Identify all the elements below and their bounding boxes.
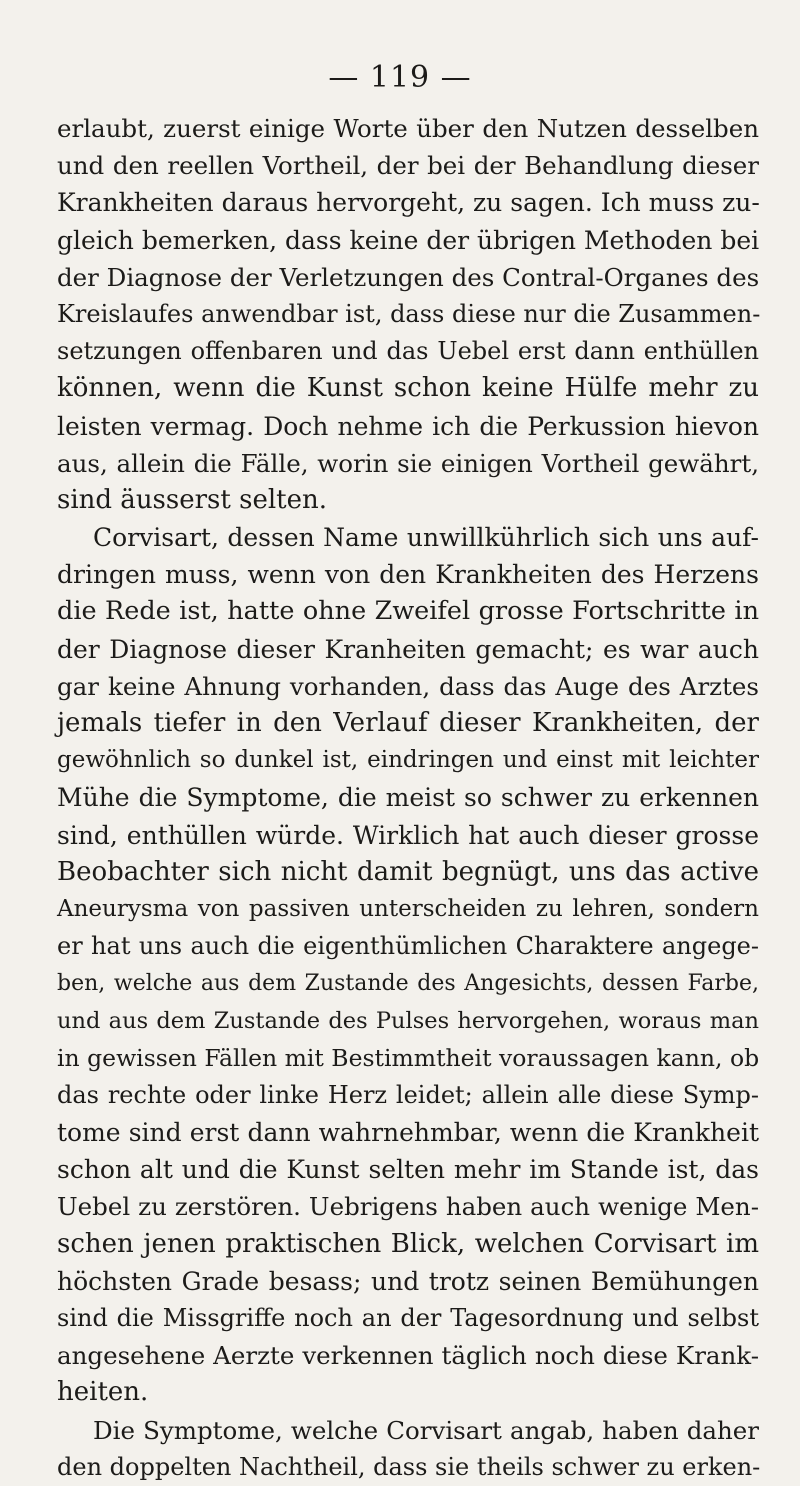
text-line: setzungen offenbaren und das Uebel erst dann enthüllen bbox=[57, 337, 759, 366]
text-line: ben, welche aus dem Zustande des Angesichts, dessen Farbe, bbox=[57, 971, 759, 997]
text-line: erlaubt, zuerst einige Worte über den Nutzen desselben bbox=[57, 114, 759, 143]
text-line: Krankheiten daraus hervorgeht, zu sagen. Ich muss zu- bbox=[57, 188, 760, 218]
text-line: höchsten Grade besass; und trotz seinen Bemühungen bbox=[57, 1266, 759, 1296]
paragraph-start-line: Corvisart, dessen Name unwillkührlich sich uns auf- bbox=[93, 523, 759, 553]
paragraph-end-line: heiten. bbox=[57, 1377, 149, 1408]
text-line: sind, enthüllen würde. Wirklich hat auch dieser grosse bbox=[57, 820, 759, 850]
text-line: den doppelten Nachtheil, dass sie theils schwer zu erken- bbox=[57, 1452, 761, 1481]
page-number-header: — 119 — bbox=[328, 60, 472, 95]
text-line: und den reellen Vortheil, der bei der Behandlung dieser bbox=[57, 151, 759, 181]
text-line: aus, allein die Fälle, worin sie einigen Vortheil gewährt, bbox=[57, 448, 759, 478]
paragraph-start-line: Die Symptome, welche Corvisart angab, haben daher bbox=[93, 1415, 759, 1445]
text-line: angesehene Aerzte verkennen täglich noch diese Krank- bbox=[57, 1341, 759, 1371]
text-line: Aneurysma von passiven unterscheiden zu lehren, sondern bbox=[57, 895, 759, 922]
text-line: in gewissen Fällen mit Bestimmtheit voraussagen kann, ob bbox=[57, 1043, 760, 1072]
text-line: der Diagnose dieser Kranheiten gemacht; es war auch bbox=[57, 634, 759, 664]
text-line: das rechte oder linke Herz leidet; allein alle diese Symp- bbox=[57, 1080, 759, 1109]
paragraph-end-line: sind äusserst selten. bbox=[57, 484, 328, 515]
text-line: Kreislaufes anwendbar ist, dass diese nur die Zusammen- bbox=[57, 299, 761, 328]
body-text bbox=[57, 110, 759, 1486]
text-line: er hat uns auch die eigenthümlichen Charaktere angege- bbox=[57, 932, 759, 961]
text-line: tome sind erst dann wahrnehmbar, wenn die Krankheit bbox=[57, 1118, 759, 1148]
text-line: gewöhnlich so dunkel ist, eindringen und einst mit leichter bbox=[57, 747, 759, 774]
text-line: der Diagnose der Verletzungen des Contral-Organes des bbox=[57, 262, 760, 292]
text-line: gar keine Ahnung vorhanden, dass das Auge des Arztes bbox=[57, 671, 759, 701]
text-line: die Rede ist, hatte ohne Zweifel grosse Fortschritte in bbox=[57, 596, 759, 627]
text-line: gleich bemerken, dass keine der übrigen Methoden bei bbox=[57, 225, 760, 255]
text-line: Mühe die Symptome, die meist so schwer zu erkennen bbox=[57, 783, 759, 813]
text-line: sind die Missgriffe noch an der Tagesordnung und selbst bbox=[57, 1304, 759, 1332]
text-line: Beobachter sich nicht damit begnügt, uns das active bbox=[57, 856, 759, 887]
text-line: leisten vermag. Doch nehme ich die Perkussion hievon bbox=[57, 411, 759, 441]
text-line: dringen muss, wenn von den Krankheiten des Herzens bbox=[57, 560, 759, 590]
text-line: Uebel zu zerstören. Uebrigens haben auch wenige Men- bbox=[57, 1192, 759, 1222]
text-line: jemals tiefer in den Verlauf dieser Krankheiten, der bbox=[57, 708, 759, 738]
text-line: und aus dem Zustande des Pulses hervorgehen, woraus man bbox=[57, 1007, 759, 1034]
text-line: können, wenn die Kunst schon keine Hülfe mehr zu bbox=[57, 373, 759, 404]
text-line: schon alt und die Kunst selten mehr im Stande ist, das bbox=[57, 1155, 759, 1185]
text-line: schen jenen praktischen Blick, welchen Corvisart im bbox=[57, 1228, 759, 1259]
